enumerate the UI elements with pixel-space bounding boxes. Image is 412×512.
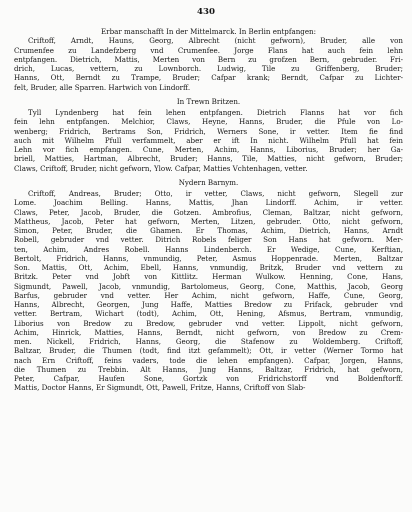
text-line: entpfangen. Dietrich, Mattis, Merten von Bern zu grofzen Bern, gebruder. Fri- — [14, 54, 403, 64]
section-heading-mittelmarck: Erbar manschafft In der Mittelmarck. In Berlin entpfangen: — [101, 27, 316, 36]
text-line: Achim, Hinrick, Matties, Hanns, Berndt, nicht gefworn, von Bredow zu Crem- — [14, 327, 403, 337]
text-line: briell, Matties, Hartman, Albrecht, Bruder; Hanns, Tile, Matties, nicht gefworn, Bruder; — [14, 154, 403, 164]
text-line: Hanns, Albrecht, Georgen, Jung Haffe, Matties Bredow zu Frifack, gebruder vnd — [14, 300, 403, 310]
section-heading-nydern-barnym: Nydern Barnym. — [178, 177, 239, 187]
text-line: Hanns, Ott, Berndt zu Trampe, Bruder; Cafpar krank; Berndt, Cafpar zu Lichter- — [14, 73, 403, 83]
text-line: Barfus, gebruder vnd vetter. Her Achim, nicht gefworn, Haffe, Cune, Georg, — [14, 290, 403, 300]
text-line: Criftoff, Andreas, Bruder; Otto, ir vetter, Claws, nicht gefworn, Slegell zur — [28, 189, 403, 199]
text-line: Mattheus, Jacob, Peter hat gefworn, Merten, Litzen, gebruder. Otto, nicht gefworn, — [14, 216, 403, 226]
text-line: Crumenfee zu Landefzberg vnd Crumenfee. Jorge Flans hat auch fein lehn — [14, 45, 403, 55]
text-line: Claws, Criftoff, Bruder, nicht gefworn, Ylow. Cafpar, Matties Vchtenhagen, vetter. — [14, 163, 308, 173]
text-line: nach Ern Criftoff, feins vaders, tode die lehen empfangen). Cafpar, Jorgen, Hanns, — [14, 355, 403, 365]
text-line: drich, Lucas, vettern, zu Lownborch. Ludwig, Tile zu Griffenberg, Bruder; — [14, 64, 403, 74]
paragraph-nydern-barnym — [14, 189, 403, 393]
text-line: wenberg; Fridrich, Bertrams Son, Fridrich, Werners Sone, ir vetter. Item fie find — [14, 126, 403, 136]
text-line: Bertolt, Fridrich, Hanns, vnmundig, Peter, Asmus Hoppenrade. Merten, Baltzar — [14, 253, 403, 263]
paragraph-mittelmarck — [14, 36, 403, 92]
text-line: Robell, gebruder vnd vetter. Ditrich Robels feliger Son Hans hat gefworn. Mer- — [14, 235, 403, 245]
text-line: Liborius von Bredow zu Bredow, gebruder vnd vetter. Lippolt, nicht gefworn, — [14, 318, 403, 328]
text-line: Peter, Cafpar, Haufen Sone, Gortzk von Fridrichstorff vnd Boldenftorff. — [14, 374, 403, 384]
text-line: ten, Achim, Andres Robell. Hanns Lindenberch. Er Wedige, Cune, Kerftian, — [14, 244, 403, 254]
text-line: Lehn vor fich empfangen. Cune, Merten, Achim, Hanns, Liborius, Bruder; her Ga- — [14, 145, 403, 155]
section-heading-trewn-britzen: In Trewn Britzen. — [176, 96, 241, 106]
text-line: Baltzar, Bruder, die Thumen (todt, find itzt gefammelt); Ott, ir vetter (Werner Tormo hat — [14, 346, 403, 356]
text-line: Britzk. Peter vnd Jobft von Kittlitz. Herman Wulkow. Henning, Cone, Hans, — [14, 272, 403, 282]
text-line: Simon, Peter, Bruder, die Ghamen. Er Thomas, Achim, Dietrich, Hanns, Arndt — [14, 226, 403, 236]
text-line: felt, Bruder, alle Sparren. Hartwich von Lindorff. — [14, 82, 191, 92]
text-line: Claws, Peter, Jacob, Bruder, die Gotzen. Ambrofius, Cleman, Baltzar, nicht gefworn, — [14, 207, 403, 217]
paragraph-trewn-britzen — [14, 108, 403, 173]
text-line: men. Nickell, Fridrich, Hanns, Georg, die Stafenow zu Woldemberg. Criftoff, — [14, 337, 403, 347]
text-line: Criftoff, Arndt, Hauns, Georg, Albrecht (nicht gefworn), Bruder, alle von — [28, 36, 403, 46]
page-content — [14, 27, 403, 393]
text-line: fein lehn entpfangen. Melchior, Claws, Heyne, Hanns, Bruder, die Pfule von Lo- — [14, 117, 403, 127]
text-line: auch mit Wilhelm Pfull verfammelt, aber er ift In nicht. Wilhelm Pfull hat fein — [14, 135, 403, 145]
text-line: Tyll Lyndenberg hat fein lehen entpfangen. Dietrich Flanns hat vor fich — [28, 108, 403, 118]
text-line: Son. Mattis, Ott, Achim, Ebell, Hanns, vnmundig, Britzk, Bruder vnd vettern zu — [14, 263, 403, 273]
text-line: Mattis, Doctor Hanns, Er Sigmundt, Ott, Pawell, Fritze, Hanns, Criftoff von Slab- — [14, 383, 306, 393]
page-number: 430 — [197, 7, 215, 17]
text-line: Sigmundt, Pawell, Jacob, vnmundig, Bartolomeus, Georg, Cone, Matthis, Jacob, Georg — [14, 281, 403, 291]
text-line: Lome. Joachim Belling. Hanns, Mattis, Jhan Lindorff. Achim, ir vetter. — [14, 198, 403, 208]
text-line: vetter. Bertram, Wichart (todt), Achim, Ott, Hening, Afsmus, Bertram, vnmundig, — [14, 309, 403, 319]
text-line: die Thumen zu Trebbin. Alt Hanns, Jung Hanns, Baltzar, Fridrich, hat gefworn, — [14, 364, 403, 374]
